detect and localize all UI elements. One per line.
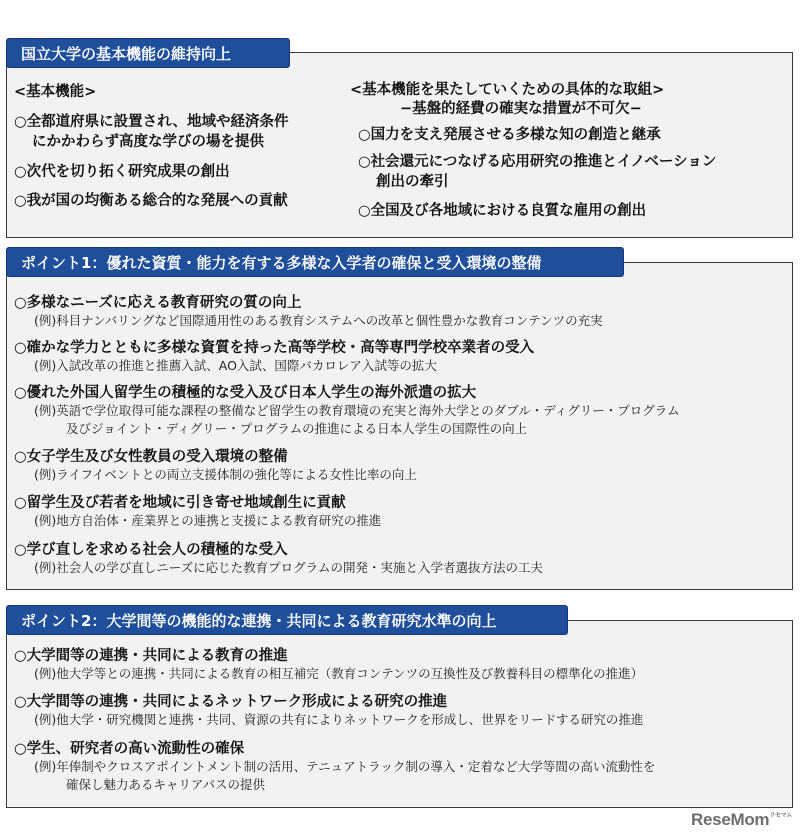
point2-item-heading: ○大学間等の連携・共同によるネットワーク形成による研究の推進	[14, 694, 448, 710]
concrete-initiatives-heading: <基本機能を果たしていくための具体的な取組>	[350, 82, 665, 98]
point1-item-example: (例)ライフイベントとの両立支援体制の強化等による女性比率の向上	[34, 467, 417, 482]
basic-function-item: にかかわらず高度な学びの場を提供	[32, 134, 264, 150]
concrete-initiatives-subheading: −基盤的経費の確実な措置が不可欠−	[400, 101, 642, 117]
point2-item-example: 確保し魅力あるキャリアパスの提供	[66, 777, 266, 792]
basic-functions-heading: <基本機能>	[14, 84, 97, 100]
point1-item-heading: ○学び直しを求める社会人の積極的な受入	[14, 542, 288, 558]
point2-item-heading: ○学生、研究者の高い流動性の確保	[14, 741, 245, 757]
point1-item-heading: ○留学生及び若者を地域に引き寄せ地域創生に貢献	[14, 495, 346, 511]
point1-item-example: 及びジョイント・ディグリー・プログラムの推進による日本人学生の国際性の向上	[66, 421, 528, 436]
initiative-item: ○国力を支え発展させる多様な知の創造と継承	[358, 127, 661, 143]
point2-item-heading: ○大学間等の連携・共同による教育の推進	[14, 648, 288, 664]
point2-item-example: (例)年俸制やクロスアポイントメント制の活用、テニュアトラック制の導入・定着など大学等間の高い流動性を	[34, 759, 656, 774]
resemom-watermark-logo: ReseMom$^{リセマム}$	[691, 810, 792, 829]
point1-item-example: (例)地方自治体・産業界との連携と支援による教育研究の推進	[34, 513, 382, 528]
point1-item-example: (例)入試改革の推進と推薦入試、AO入試、国際バカロレア入試等の拡大	[34, 358, 437, 373]
initiative-item: 創出の牽引	[376, 174, 449, 190]
section-basic-functions-title: 国立大学の基本機能の維持向上	[6, 38, 290, 68]
point1-item-heading: ○女子学生及び女性教員の受入環境の整備	[14, 449, 288, 465]
point1-item-example: (例)英語で学位取得可能な課程の整備など留学生の教育環境の充実と海外大学とのダブル・ディグリー・プログラム	[34, 403, 680, 418]
point1-item-heading: ○優れた外国人留学生の積極的な受入及び日本人学生の海外派遣の拡大	[14, 385, 477, 401]
section-point1-title: ポイント1：優れた資質・能力を有する多様な入学者の確保と受入環境の整備	[6, 247, 624, 277]
point2-item-example: (例)他大学等との連携・共同による教育の相互補完（教育コンテンツの互換性及び教養科目の標準化の推進）	[34, 666, 644, 681]
basic-function-item: ○次代を切り拓く研究成果の創出	[14, 164, 230, 180]
initiative-item: ○社会還元につなげる応用研究の推進とイノベーション	[358, 154, 717, 170]
point1-item-heading: ○確かな学力とともに多様な資質を持った高等学校・高等専門学校卒業者の受入	[14, 340, 535, 356]
point2-item-example: (例)他大学・研究機関と連携・共同、資源の共有によりネットワークを形成し、世界をリードする研究の推進	[34, 712, 644, 727]
section-point2-title: ポイント2：大学間等の機能的な連携・共同による教育研究水準の向上	[6, 605, 568, 635]
point1-item-example: (例)社会人の学び直しニーズに応じた教育プログラムの開発・実施と入学者選抜方法の工夫	[34, 560, 544, 575]
point1-item-heading: ○多様なニーズに応える教育研究の質の向上	[14, 295, 302, 311]
point1-item-example: (例)科目ナンバリングなど国際通用性のある教育システムへの改革と個性豊かな教育コンテンツの充実	[34, 313, 603, 328]
basic-function-item: ○全都道府県に設置され、地域や経済条件	[14, 114, 289, 130]
basic-function-item: ○我が国の均衡ある総合的な発展への貢献	[14, 193, 288, 209]
initiative-item: ○全国及び各地域における良質な雇用の創出	[358, 203, 647, 219]
